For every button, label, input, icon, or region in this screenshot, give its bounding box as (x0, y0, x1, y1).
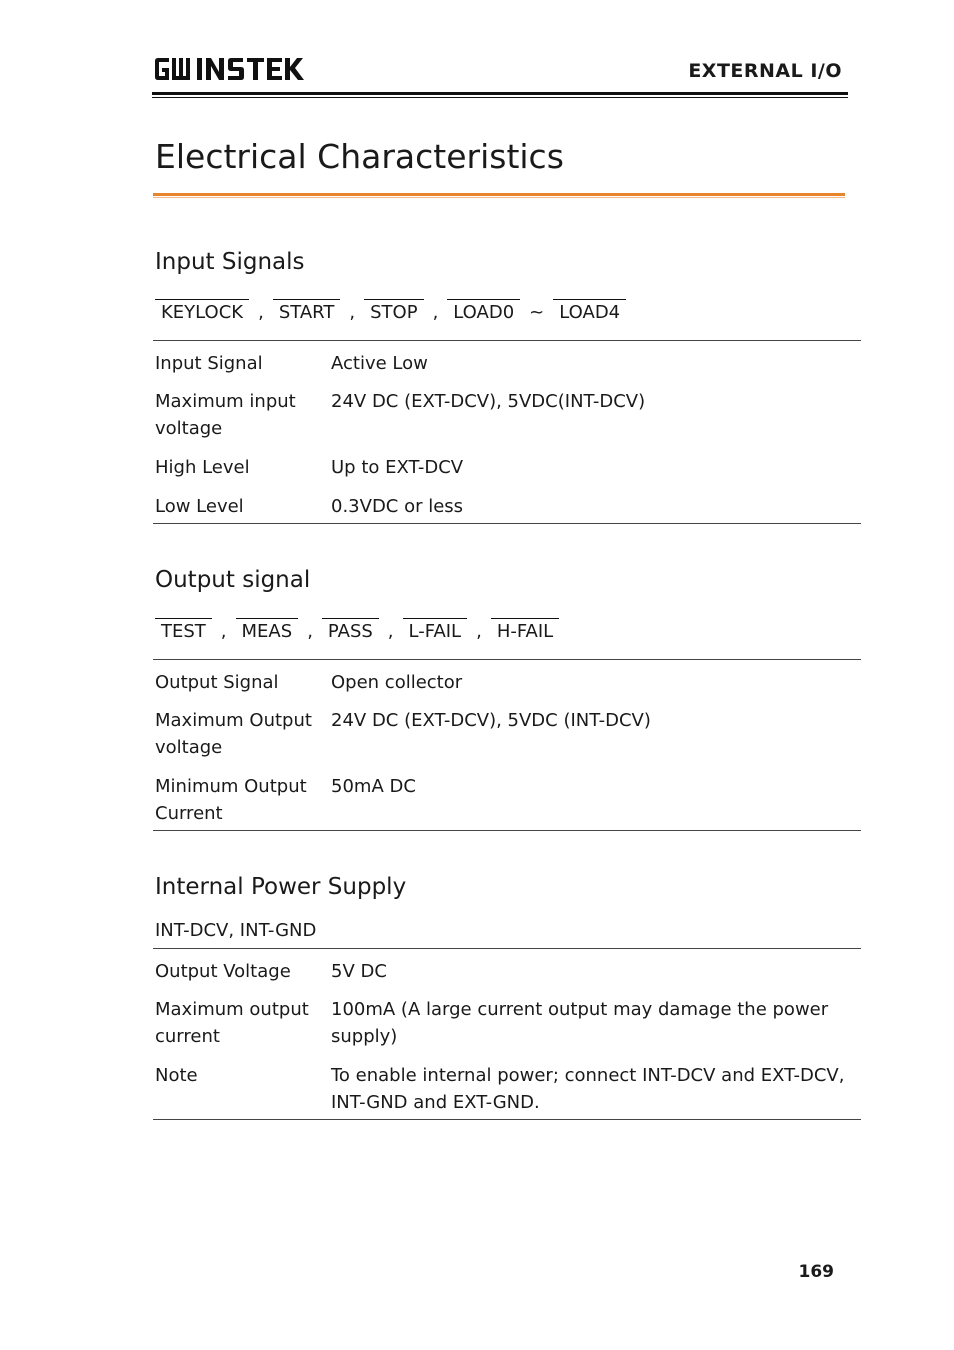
row-label: Output Voltage (155, 961, 291, 982)
row-value: 5V DC (331, 961, 387, 982)
table-bottom-rule (153, 1119, 861, 1120)
row-label: High Level (155, 457, 250, 478)
table-top-rule (153, 340, 861, 341)
signal-pass: PASS (322, 618, 379, 642)
signal-load0: LOAD0 (447, 299, 520, 323)
separator: , (307, 621, 313, 642)
separator: , (476, 621, 482, 642)
page-number: 169 (798, 1262, 834, 1282)
row-label: Maximum input voltage (155, 391, 296, 439)
row-value: 24V DC (EXT-DCV), 5VDC(INT-DCV) (331, 391, 646, 412)
signal-load4: LOAD4 (553, 299, 626, 323)
power-terminals: INT-DCV, INT-GND (155, 920, 317, 941)
table-bottom-rule (153, 830, 861, 831)
header-rule-thin (152, 97, 848, 98)
row-label: Minimum Output Current (155, 776, 307, 824)
internal-power-heading: Internal Power Supply (155, 874, 407, 900)
row-value: 24V DC (EXT-DCV), 5VDC (INT-DCV) (331, 710, 651, 731)
title-underline-thin (153, 197, 845, 198)
row-label: Output Signal (155, 672, 279, 693)
input-signal-list (155, 299, 626, 323)
chapter-heading: EXTERNAL I/O (688, 60, 842, 82)
separator: , (432, 302, 439, 323)
row-value: To enable internal power; connect INT-DCV and EXT-DCV, INT-GND and EXT-GND. (331, 1065, 845, 1113)
row-value: 50mA DC (331, 776, 416, 797)
row-label: Low Level (155, 496, 244, 517)
title-underline (153, 193, 845, 196)
table-bottom-rule (153, 523, 861, 524)
gw-instek-logo (153, 55, 325, 83)
signal-test: TEST (155, 618, 212, 642)
header-rule (152, 92, 848, 95)
signal-stop: STOP (364, 299, 423, 323)
row-label: Maximum output current (155, 999, 309, 1047)
table-top-rule (153, 659, 861, 660)
signal-h-fail: H-FAIL (491, 618, 559, 642)
signal-start: START (273, 299, 341, 323)
row-value: 100mA (A large current output may damage the power supply) (331, 999, 829, 1047)
separator: , (349, 302, 356, 323)
row-value: 0.3VDC or less (331, 496, 464, 517)
page-title: Electrical Characteristics (155, 137, 564, 176)
row-value: Active Low (331, 353, 428, 374)
row-value: Up to EXT-DCV (331, 457, 464, 478)
table-top-rule (153, 948, 861, 949)
output-signal-heading: Output signal (155, 567, 311, 593)
separator: , (258, 302, 264, 323)
separator: , (387, 621, 394, 642)
signal-l-fail: L-FAIL (403, 618, 468, 642)
row-value: Open collector (331, 672, 463, 693)
separator: , (220, 621, 227, 642)
row-label: Note (155, 1065, 198, 1086)
signal-meas: MEAS (236, 618, 299, 642)
output-signal-list (155, 618, 559, 642)
range-tilde: ~ (529, 302, 545, 323)
row-label: Maximum Output voltage (155, 710, 312, 758)
signal-keylock: KEYLOCK (155, 299, 249, 323)
input-signals-heading: Input Signals (155, 249, 305, 275)
row-label: Input Signal (155, 353, 263, 374)
